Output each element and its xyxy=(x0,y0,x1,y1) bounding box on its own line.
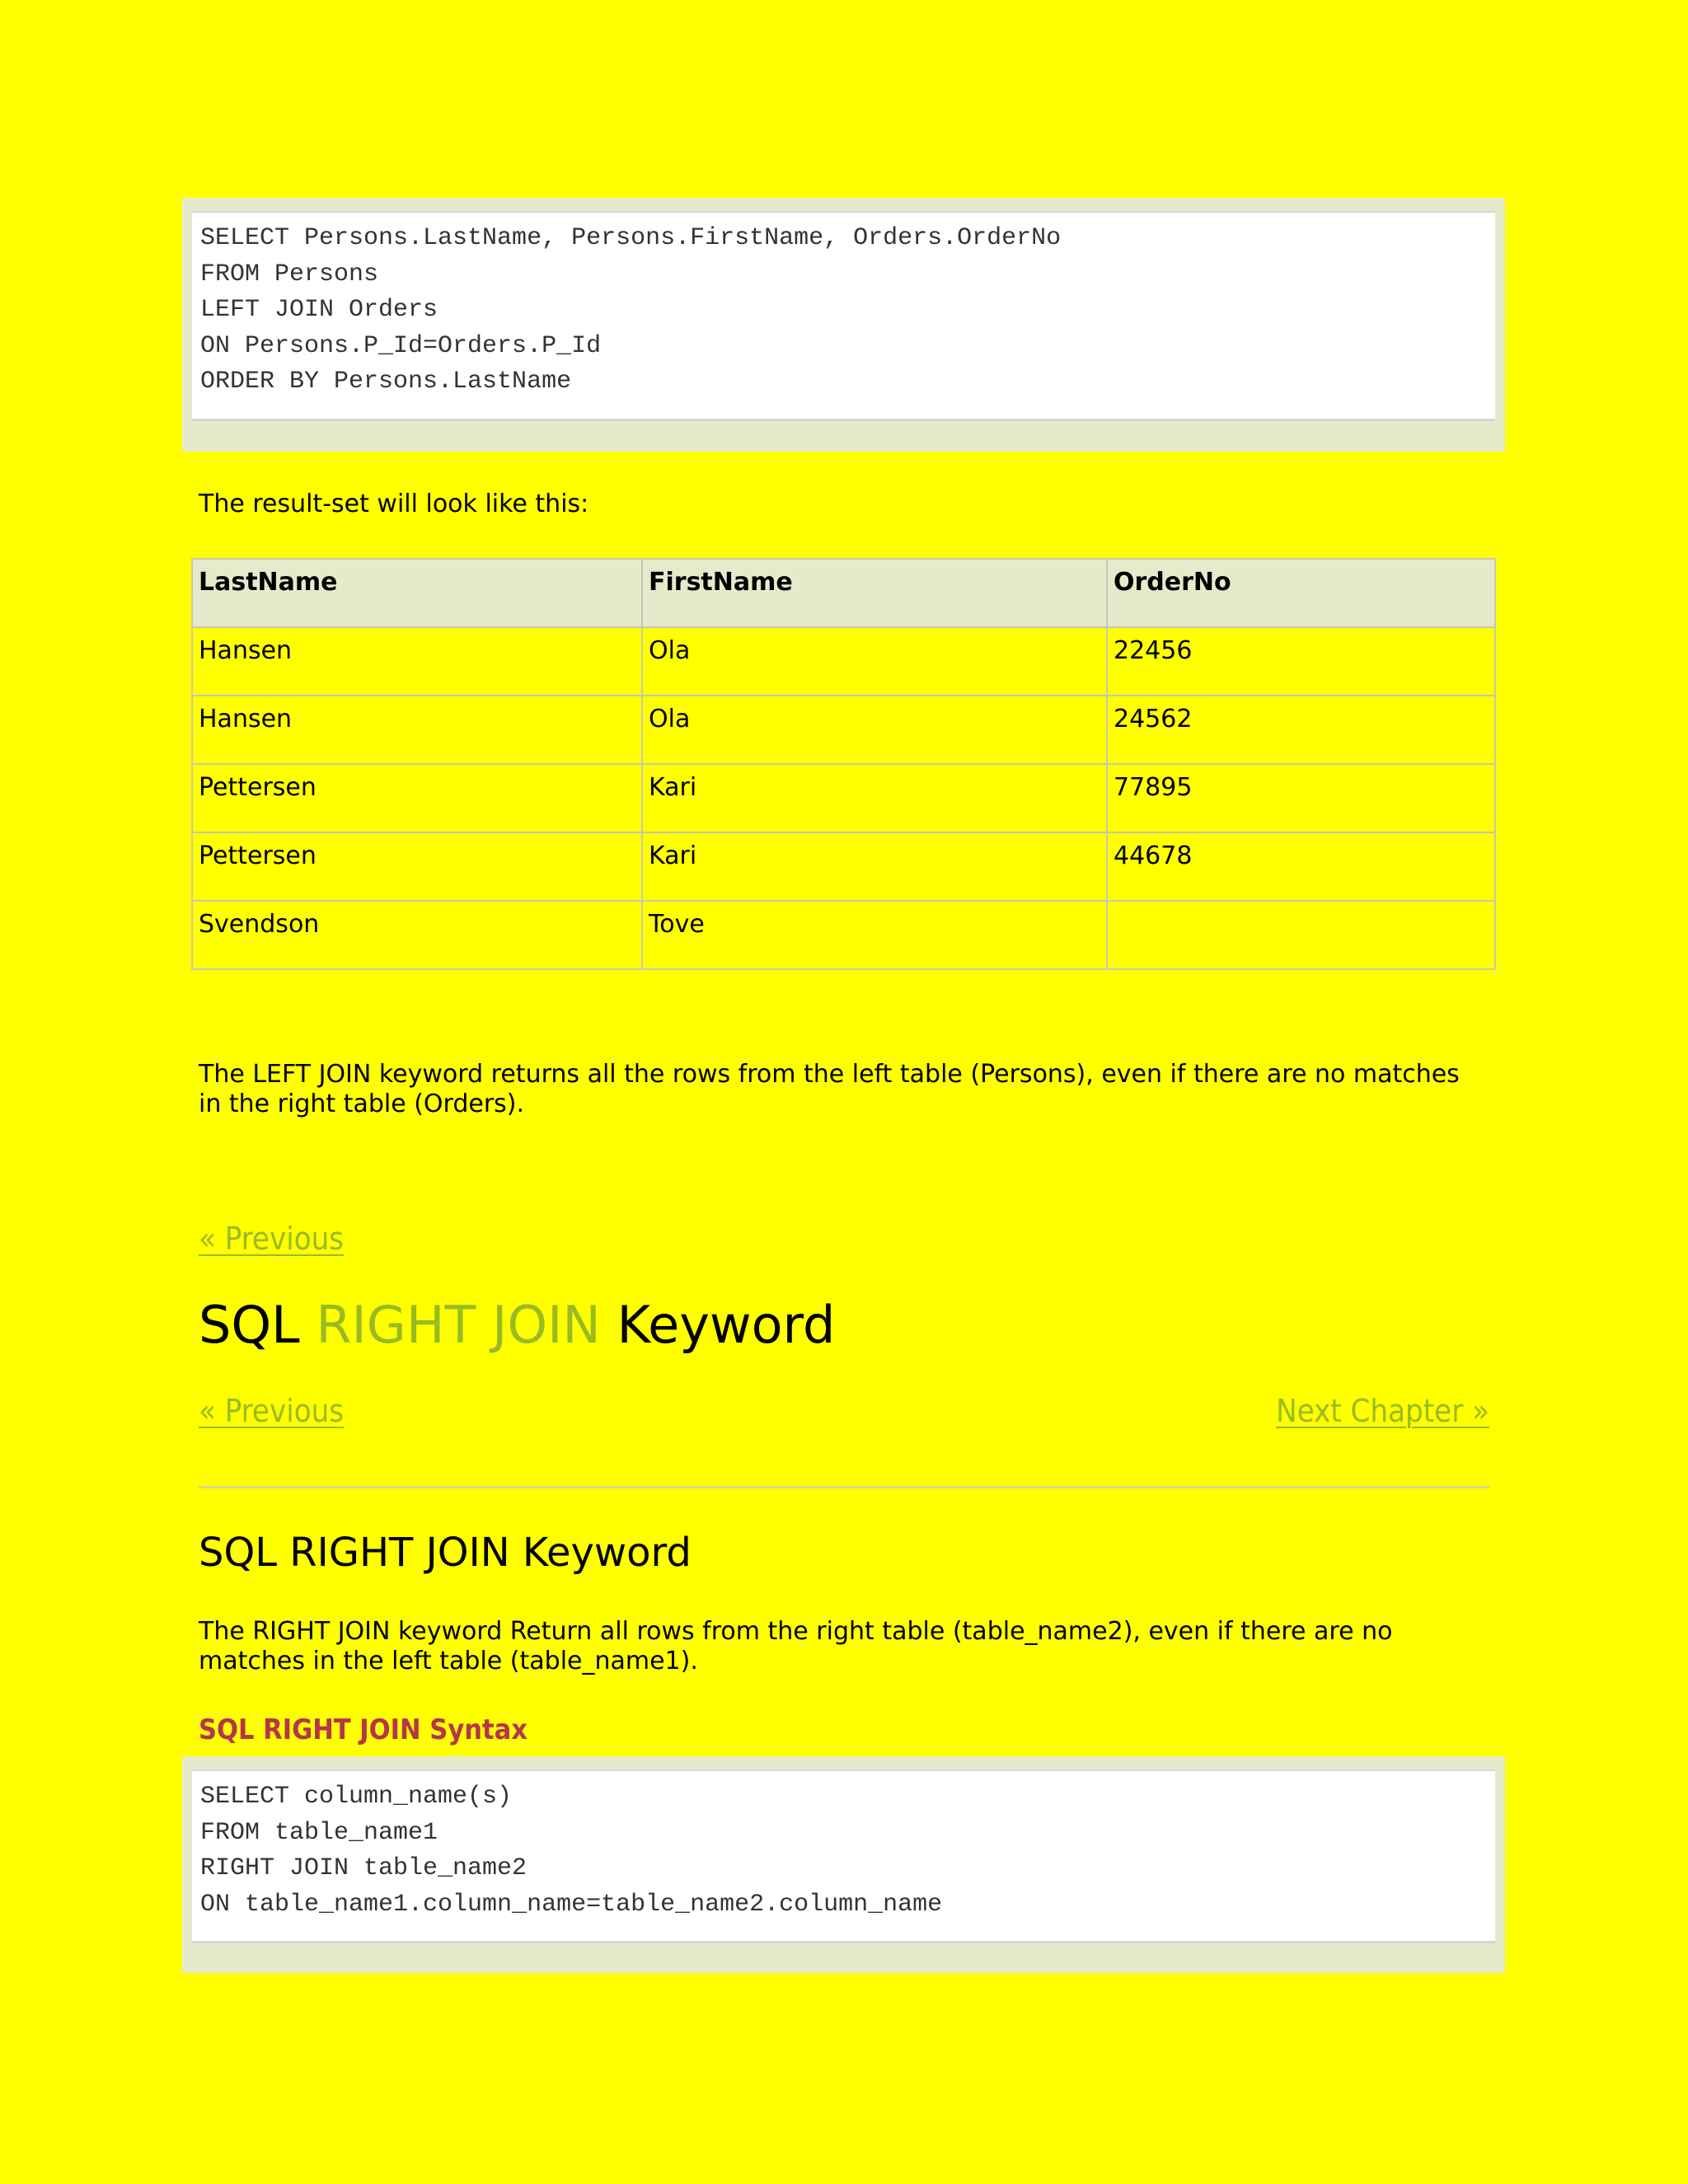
right-join-description: The RIGHT JOIN keyword Return all rows from the right table (table_name2), even if there are no matches in the left table (table_name1). xyxy=(199,1617,1393,1675)
table-cell: Pettersen xyxy=(192,764,642,832)
table-cell: Ola xyxy=(642,627,1107,696)
syntax-heading: SQL RIGHT JOIN Syntax xyxy=(199,1713,528,1746)
table-cell: Hansen xyxy=(192,627,642,696)
code-line: ON Persons.P_Id=Orders.P_Id xyxy=(200,331,602,360)
table-cell: Kari xyxy=(642,832,1107,901)
sql-syntax-code xyxy=(192,1769,1495,1943)
table-row xyxy=(192,901,1495,969)
table-cell: Ola xyxy=(642,696,1107,764)
table-cell: Tove xyxy=(642,901,1107,969)
page-title xyxy=(199,1294,835,1357)
code-line: SELECT Persons.LastName, Persons.FirstName, Orders.OrderNo xyxy=(200,224,1062,252)
code-line: FROM Persons xyxy=(200,260,379,288)
previous-link[interactable]: « Previous xyxy=(199,1393,345,1429)
section-divider xyxy=(199,1486,1489,1488)
table-cell: Pettersen xyxy=(192,832,642,901)
column-header-lastname: LastName xyxy=(192,559,642,627)
code-line: ON table_name1.column_name=table_name2.column_name xyxy=(200,1890,943,1919)
page-title-prefix: SQL xyxy=(199,1295,300,1355)
column-header-orderno: OrderNo xyxy=(1107,559,1495,627)
table-cell: 22456 xyxy=(1107,627,1495,696)
previous-link[interactable]: « Previous xyxy=(199,1221,345,1257)
code-line: RIGHT JOIN table_name2 xyxy=(200,1854,528,1882)
table-row xyxy=(192,696,1495,764)
sql-example-code-box xyxy=(182,198,1505,452)
sql-example-code xyxy=(192,211,1495,421)
table-cell: 77895 xyxy=(1107,764,1495,832)
table-cell: Svendson xyxy=(192,901,642,969)
page-title-suffix: Keyword xyxy=(617,1295,836,1355)
table-cell: Hansen xyxy=(192,696,642,764)
left-join-description: The LEFT JOIN keyword returns all the rows from the left table (Persons), even if there are no matches in the right table (Orders). xyxy=(199,1060,1460,1118)
column-header-firstname: FirstName xyxy=(642,559,1107,627)
sql-syntax-code-box xyxy=(182,1756,1505,1973)
table-row xyxy=(192,832,1495,901)
code-line: ORDER BY Persons.LastName xyxy=(200,368,572,396)
code-line: FROM table_name1 xyxy=(200,1818,438,1847)
result-table xyxy=(191,558,1496,970)
table-cell: 24562 xyxy=(1107,696,1495,764)
code-line: LEFT JOIN Orders xyxy=(200,296,438,324)
next-chapter-link[interactable]: Next Chapter » xyxy=(1276,1393,1489,1429)
code-line: SELECT column_name(s) xyxy=(200,1783,513,1811)
table-cell: 44678 xyxy=(1107,832,1495,901)
table-row xyxy=(192,764,1495,832)
page-title-accent: RIGHT JOIN xyxy=(316,1295,601,1355)
table-header-row xyxy=(192,559,1495,627)
table-cell: Kari xyxy=(642,764,1107,832)
table-cell xyxy=(1107,901,1495,969)
section-title: SQL RIGHT JOIN Keyword xyxy=(199,1530,692,1576)
table-row xyxy=(192,627,1495,696)
result-intro-text: The result-set will look like this: xyxy=(199,490,589,518)
